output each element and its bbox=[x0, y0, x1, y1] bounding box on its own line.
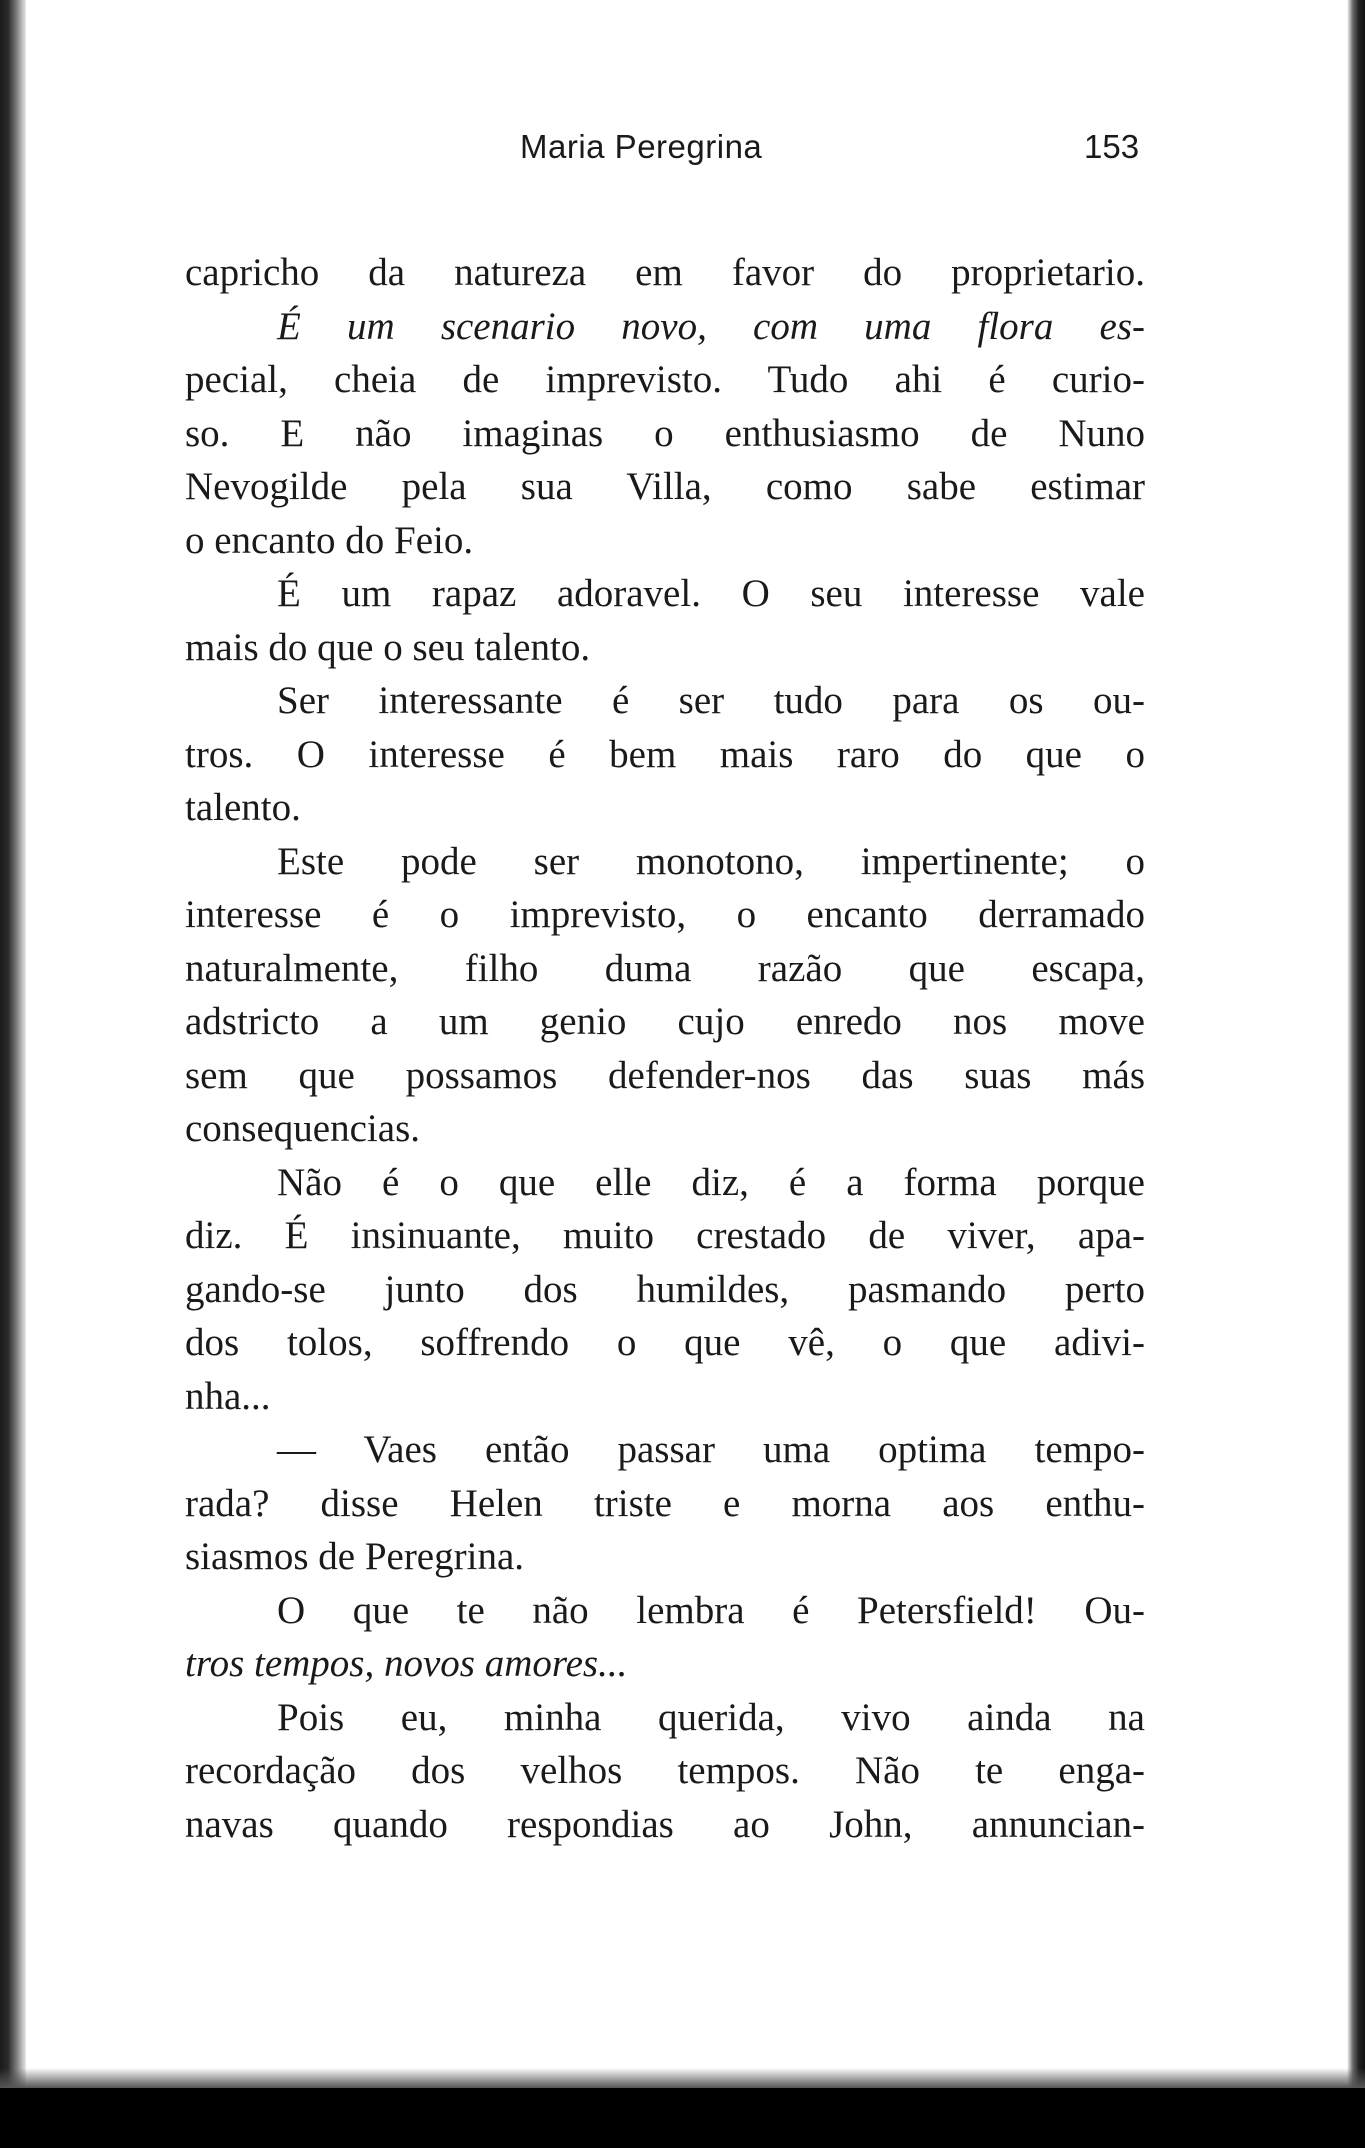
text-line: nha... bbox=[185, 1374, 271, 1418]
text-line: consequencias. bbox=[185, 1107, 420, 1150]
text-line: tros. O interesse é bem mais raro do que o bbox=[185, 732, 1145, 776]
text-line: rada? disse Helen triste e morna aos enthu- bbox=[185, 1481, 1145, 1525]
text-line: O que te não lembra é Petersfield! Ou- bbox=[277, 1588, 1145, 1632]
text-line: gando-se junto dos humildes, pasmando perto bbox=[185, 1267, 1145, 1311]
text-line: mais do que o seu talento. bbox=[185, 625, 591, 669]
text-line: Nevogilde pela sua Villa, como sabe estimar bbox=[185, 465, 1145, 508]
text-line: Ser interessante é ser tudo para os ou- bbox=[277, 679, 1145, 722]
body-text bbox=[185, 246, 1145, 1851]
text-line: o encanto do Feio. bbox=[185, 518, 474, 562]
running-head bbox=[0, 128, 1365, 178]
text-line: sem que possamos defender-nos das suas más bbox=[185, 1053, 1145, 1097]
text-line: diz. É insinuante, muito crestado de viver, apa- bbox=[185, 1214, 1145, 1257]
text-line: tros tempos, novos amores... bbox=[185, 1642, 628, 1685]
text-line: dos tolos, soffrendo o que vê, o que adivi- bbox=[185, 1321, 1145, 1364]
text-line: pecial, cheia de imprevisto. Tudo ahi é curio- bbox=[185, 358, 1145, 401]
text-line: — Vaes então passar uma optima tempo- bbox=[277, 1428, 1145, 1471]
text-line: navas quando respondias ao John, annuncian- bbox=[185, 1802, 1145, 1846]
text-line: Não é o que elle diz, é a forma porque bbox=[277, 1160, 1145, 1204]
text-line: É um rapaz adoravel. O seu interesse vale bbox=[277, 572, 1145, 615]
text-line: adstricto a um genio cujo enredo nos move bbox=[185, 1000, 1145, 1043]
text-line: recordação dos velhos tempos. Não te enga- bbox=[185, 1749, 1145, 1792]
text-line: talento. bbox=[185, 786, 301, 829]
page-number: 153 bbox=[1084, 128, 1140, 165]
text-line: siasmos de Peregrina. bbox=[185, 1535, 525, 1578]
text-line: interesse é o imprevisto, o encanto derramado bbox=[185, 893, 1145, 936]
text-line: Este pode ser monotono, impertinente; o bbox=[277, 839, 1145, 883]
text-line: naturalmente, filho duma razão que escapa, bbox=[185, 946, 1145, 990]
text-line: so. E não imaginas o enthusiasmo de Nuno bbox=[185, 411, 1145, 455]
text-line: capricho da natureza em favor do proprietario. bbox=[185, 251, 1145, 294]
text-line: É um scenario novo, com uma flora es- bbox=[277, 304, 1145, 348]
text-line: Pois eu, minha querida, vivo ainda na bbox=[277, 1695, 1145, 1739]
running-head-title: Maria Peregrina bbox=[520, 128, 763, 165]
